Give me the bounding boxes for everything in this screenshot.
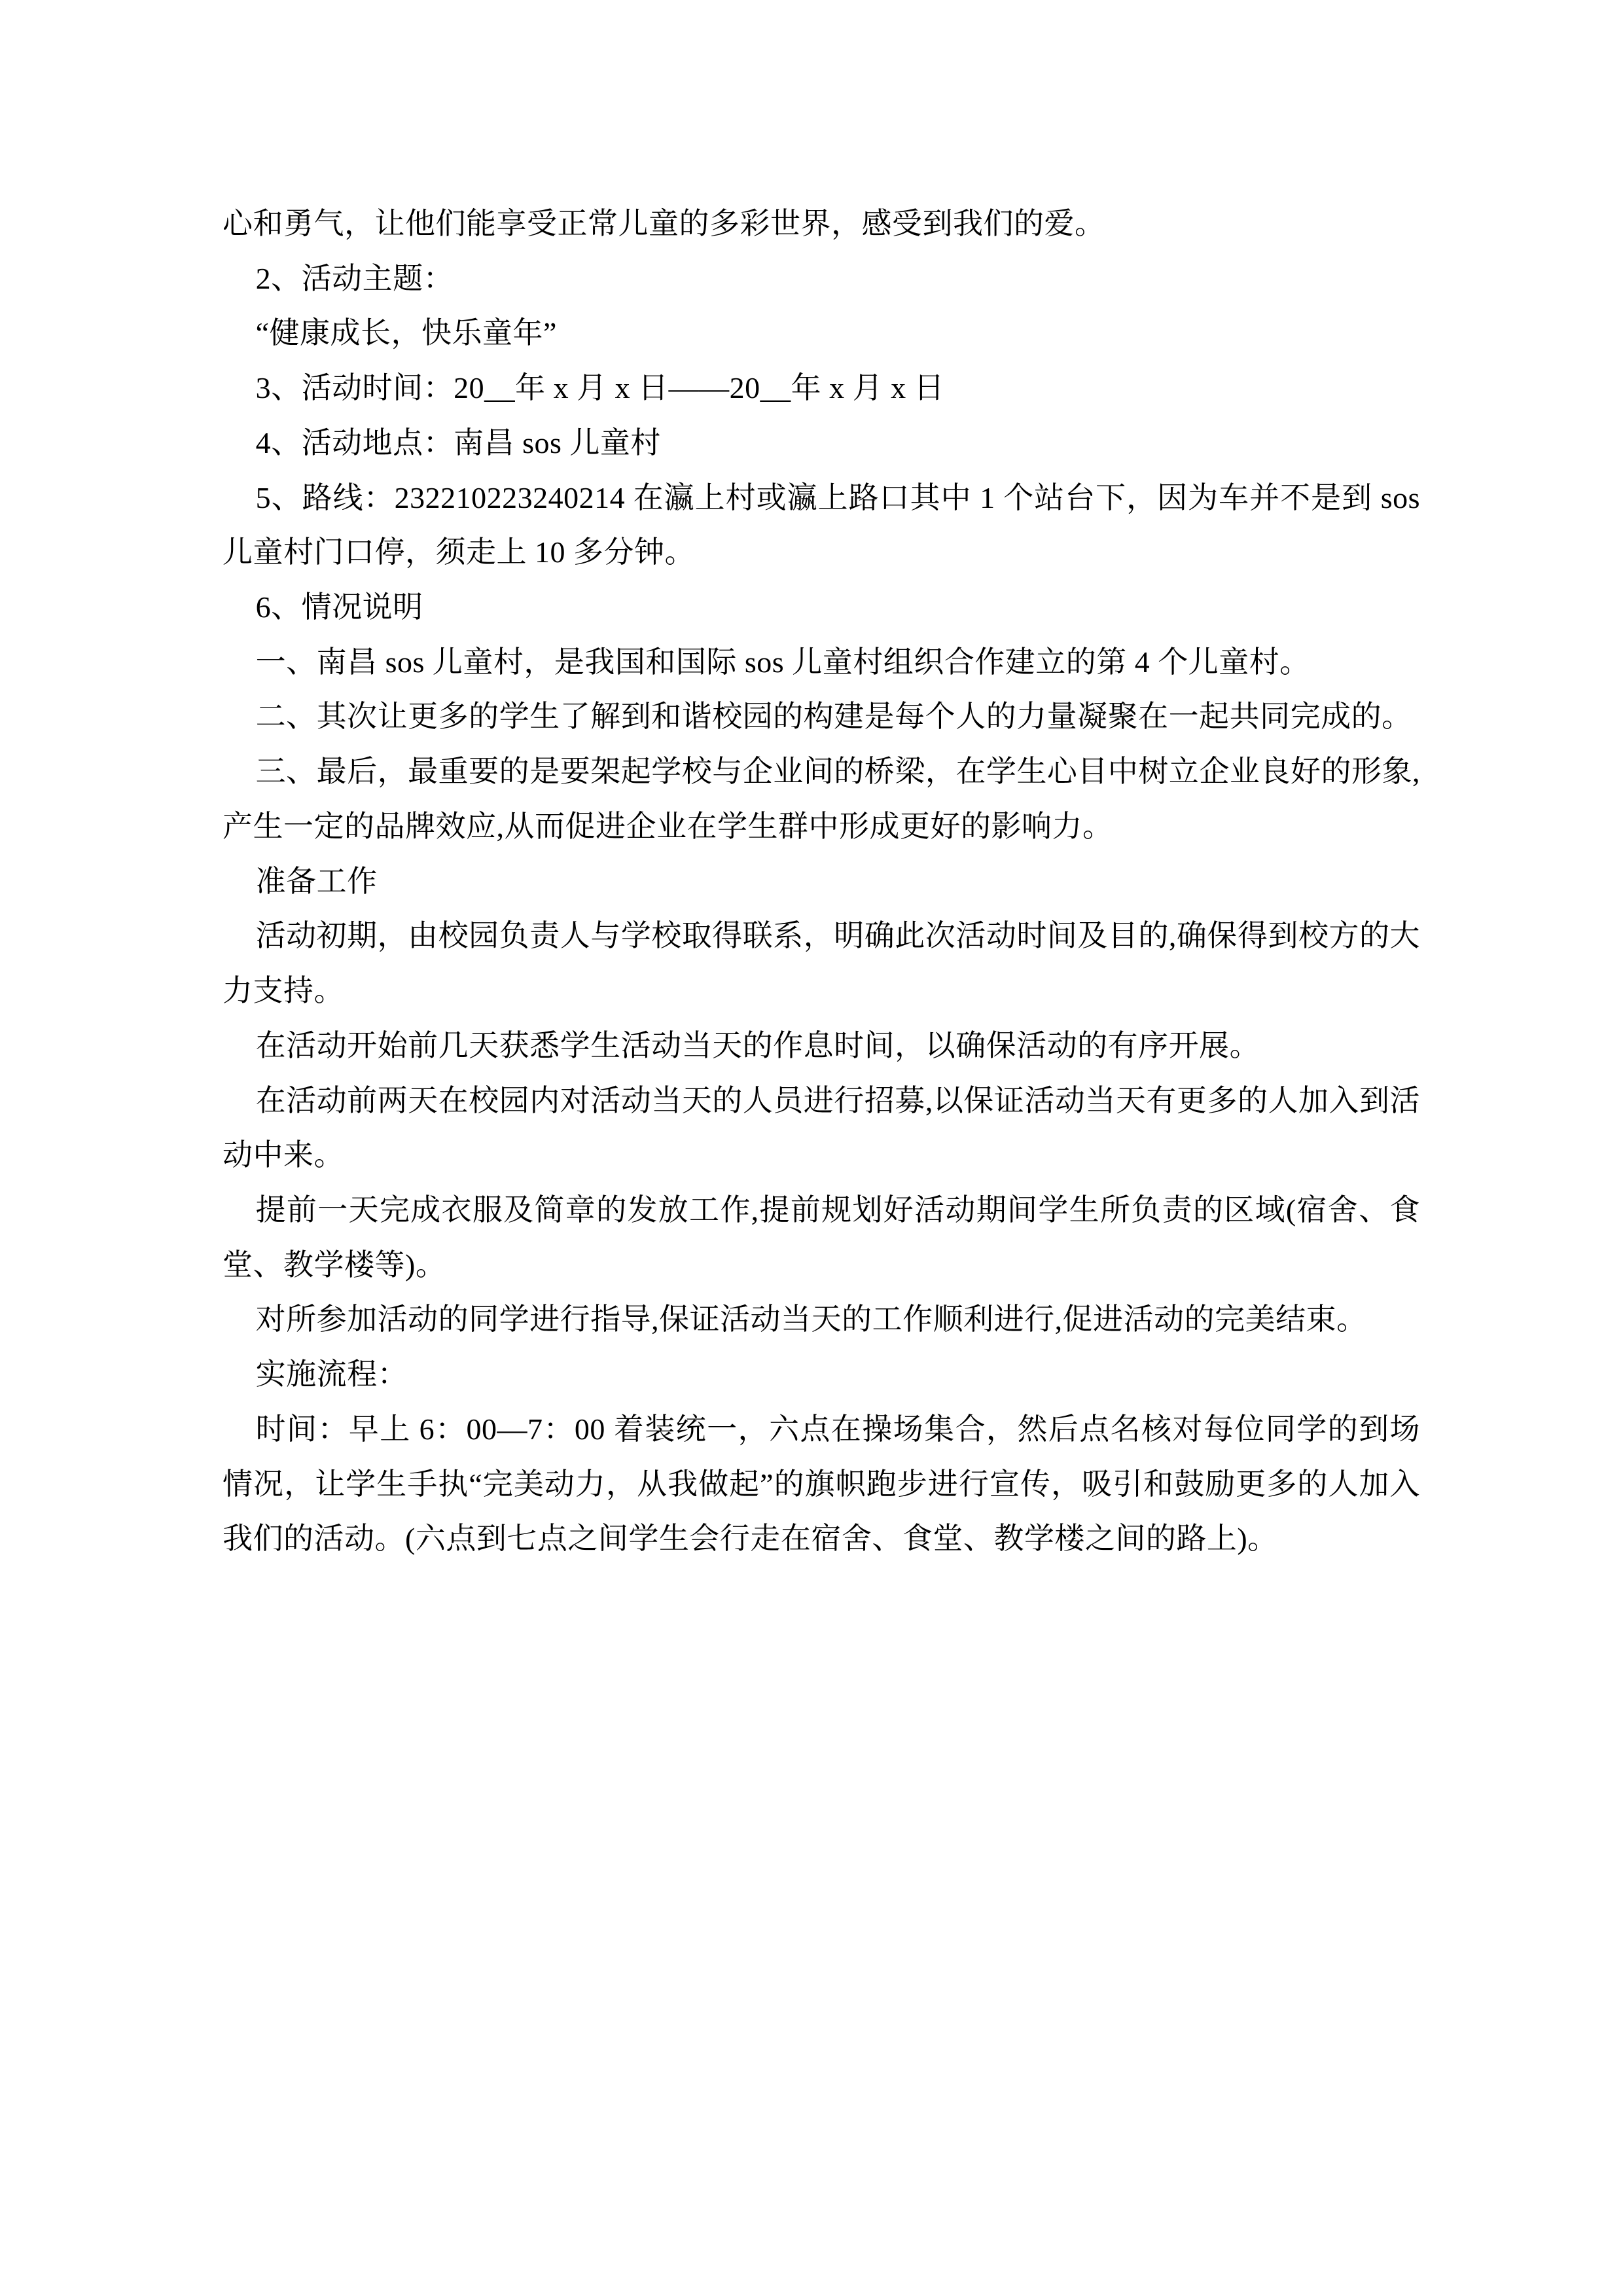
paragraph: 2、活动主题： bbox=[255, 261, 454, 295]
paragraph: 对所参加活动的同学进行指导,保证活动当天的工作顺利进行,促进活动的完美结束。 bbox=[255, 1302, 1367, 1336]
paragraph: 三、最后，最重要的是要架起学校与企业间的桥梁，在学生心目中树立企业良好的形象,产生一定的品牌效应,从而促进企业在学生群中形成更好的影响力。 bbox=[223, 755, 1420, 843]
paragraph: 时间：早上 6：00—7：00 着装统一，六点在操场集合，然后点名核对每位同学的到场情况，让学生手执“完美动力，从我做起”的旗帜跑步进行宣传，吸引和鼓励更多的人加入我们的活动。(六点到七点之间学生会行走在宿舍、食堂、教学楼之间的路上)。 bbox=[223, 1412, 1420, 1556]
paragraph: 3、活动时间：20__年 x 月 x 日——20__年 x 月 x 日 bbox=[255, 371, 945, 405]
paragraph: 5、路线：232210223240214 在瀛上村或瀛上路口其中 1 个站台下，因为车并不是到 sos 儿童村门口停，须走上 10 多分钟。 bbox=[223, 480, 1420, 569]
paragraph: 在活动前两天在校园内对活动当天的人员进行招募,以保证活动当天有更多的人加入到活动中来。 bbox=[223, 1083, 1420, 1172]
paragraph: 6、情况说明 bbox=[255, 590, 423, 624]
paragraph: 4、活动地点：南昌 sos 儿童村 bbox=[255, 425, 661, 459]
document-body bbox=[223, 196, 1420, 1566]
paragraph: 在活动开始前几天获悉学生活动当天的作息时间，以确保活动的有序开展。 bbox=[255, 1028, 1260, 1062]
paragraph: 活动初期，由校园负责人与学校取得联系，明确此次活动时间及目的,确保得到校方的大力支持。 bbox=[223, 919, 1420, 1008]
paragraph: “健康成长，快乐童年” bbox=[255, 316, 557, 350]
paragraph: 一、南昌 sos 儿童村，是我国和国际 sos 儿童村组织合作建立的第 4 个儿童村。 bbox=[255, 645, 1310, 679]
paragraph: 准备工作 bbox=[255, 864, 378, 898]
paragraph: 二、其次让更多的学生了解到和谐校园的构建是每个人的力量凝聚在一起共同完成的。 bbox=[255, 700, 1412, 734]
paragraph: 提前一天完成衣服及简章的发放工作,提前规划好活动期间学生所负责的区域(宿舍、食堂、教学楼等)。 bbox=[223, 1193, 1420, 1282]
paragraph: 实施流程： bbox=[255, 1357, 408, 1391]
paragraph: 心和勇气，让他们能享受正常儿童的多彩世界，感受到我们的爱。 bbox=[223, 207, 1105, 240]
